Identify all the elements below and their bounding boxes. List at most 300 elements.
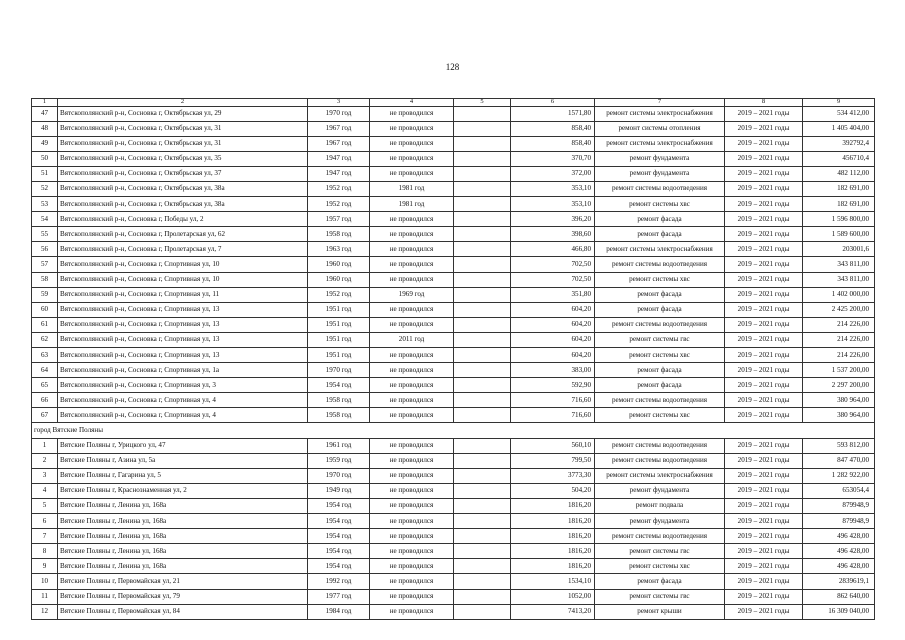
column-number: 8	[725, 99, 803, 107]
build-year-cell: 1967 год	[308, 121, 370, 136]
col5-cell	[454, 529, 511, 544]
cost-cell: 1 402 000,00	[803, 287, 875, 302]
build-year-cell: 1959 год	[308, 453, 370, 468]
table-row	[32, 453, 875, 468]
address-cell: Вятскополянский р-н, Сосновка г, Спортивная ул, 3	[58, 378, 308, 393]
work-type-cell: ремонт фасада	[595, 378, 725, 393]
work-type-cell: ремонт системы водоотведения	[595, 438, 725, 453]
col5-cell	[454, 393, 511, 408]
build-year-cell: 1952 год	[308, 287, 370, 302]
col5-cell	[454, 317, 511, 332]
area-cell: 383,00	[511, 363, 595, 378]
work-type-cell: ремонт системы водоотведения	[595, 257, 725, 272]
last-repair-cell: не проводился	[370, 257, 454, 272]
area-cell: 396,20	[511, 212, 595, 227]
col5-cell	[454, 106, 511, 121]
table-row	[32, 212, 875, 227]
period-cell: 2019 – 2021 годы	[725, 559, 803, 574]
build-year-cell: 1952 год	[308, 181, 370, 196]
col5-cell	[454, 257, 511, 272]
table-row	[32, 302, 875, 317]
cost-cell: 862 640,00	[803, 589, 875, 604]
address-cell: Вятские Поляны г, Ленина ул, 168а	[58, 529, 308, 544]
build-year-cell: 1951 год	[308, 317, 370, 332]
period-cell: 2019 – 2021 годы	[725, 227, 803, 242]
last-repair-cell: не проводился	[370, 589, 454, 604]
column-number: 2	[58, 99, 308, 107]
column-number: 1	[32, 99, 58, 107]
row-number: 5	[32, 498, 58, 513]
area-cell: 466,80	[511, 242, 595, 257]
area-cell: 504,20	[511, 483, 595, 498]
table-row	[32, 529, 875, 544]
work-type-cell: ремонт системы гвс	[595, 589, 725, 604]
cost-cell: 496 428,00	[803, 544, 875, 559]
build-year-cell: 1954 год	[308, 498, 370, 513]
period-cell: 2019 – 2021 годы	[725, 106, 803, 121]
period-cell: 2019 – 2021 годы	[725, 136, 803, 151]
row-number: 51	[32, 166, 58, 181]
row-number: 10	[32, 574, 58, 589]
work-type-cell: ремонт фундамента	[595, 483, 725, 498]
row-number: 65	[32, 378, 58, 393]
cost-cell: 1 405 404,00	[803, 121, 875, 136]
build-year-cell: 1961 год	[308, 438, 370, 453]
col5-cell	[454, 604, 511, 619]
column-number: 9	[803, 99, 875, 107]
work-type-cell: ремонт фундамента	[595, 166, 725, 181]
last-repair-cell: не проводился	[370, 242, 454, 257]
area-cell: 370,70	[511, 151, 595, 166]
last-repair-cell: не проводился	[370, 227, 454, 242]
address-cell: Вятскополянский р-н, Сосновка г, Спортивная ул, 4	[58, 393, 308, 408]
work-type-cell: ремонт системы гвс	[595, 332, 725, 347]
address-cell: Вятскополянский р-н, Сосновка г, Спортивная ул, 4	[58, 408, 308, 423]
row-number: 4	[32, 483, 58, 498]
work-type-cell: ремонт крыши	[595, 604, 725, 619]
last-repair-cell: 1969 год	[370, 287, 454, 302]
area-cell: 398,60	[511, 227, 595, 242]
period-cell: 2019 – 2021 годы	[725, 197, 803, 212]
col5-cell	[454, 378, 511, 393]
table-row	[32, 363, 875, 378]
table-row	[32, 227, 875, 242]
build-year-cell: 1963 год	[308, 242, 370, 257]
section-title: город Вятские Поляны	[32, 423, 875, 438]
build-year-cell: 1954 год	[308, 529, 370, 544]
address-cell: Вятскополянский р-н, Сосновка г, Октябрьская ул, 38а	[58, 181, 308, 196]
area-cell: 592,90	[511, 378, 595, 393]
last-repair-cell: не проводился	[370, 438, 454, 453]
period-cell: 2019 – 2021 годы	[725, 317, 803, 332]
work-type-cell: ремонт подвала	[595, 498, 725, 513]
cost-cell: 1 589 600,00	[803, 227, 875, 242]
column-number: 7	[595, 99, 725, 107]
table-row	[32, 378, 875, 393]
cost-cell: 2 425 200,00	[803, 302, 875, 317]
col5-cell	[454, 498, 511, 513]
cost-cell: 214 226,00	[803, 332, 875, 347]
address-cell: Вятские Поляны г, Первомайская ул, 84	[58, 604, 308, 619]
area-cell: 1534,10	[511, 574, 595, 589]
period-cell: 2019 – 2021 годы	[725, 212, 803, 227]
table-row	[32, 483, 875, 498]
address-cell: Вятскополянский р-н, Сосновка г, Пролетарская ул, 7	[58, 242, 308, 257]
work-type-cell: ремонт системы электроснабжения	[595, 468, 725, 483]
area-cell: 858,40	[511, 136, 595, 151]
build-year-cell: 1954 год	[308, 514, 370, 529]
address-cell: Вятскополянский р-н, Сосновка г, Спортивная ул, 11	[58, 287, 308, 302]
period-cell: 2019 – 2021 годы	[725, 453, 803, 468]
build-year-cell: 1951 год	[308, 348, 370, 363]
row-number: 52	[32, 181, 58, 196]
address-cell: Вятские Поляны г, Ленина ул, 168а	[58, 559, 308, 574]
work-type-cell: ремонт системы отопления	[595, 121, 725, 136]
col5-cell	[454, 302, 511, 317]
row-number: 9	[32, 559, 58, 574]
col5-cell	[454, 332, 511, 347]
period-cell: 2019 – 2021 годы	[725, 483, 803, 498]
address-cell: Вятскополянский р-н, Сосновка г, Спортивная ул, 13	[58, 348, 308, 363]
column-number: 6	[511, 99, 595, 107]
period-cell: 2019 – 2021 годы	[725, 181, 803, 196]
col5-cell	[454, 453, 511, 468]
col5-cell	[454, 287, 511, 302]
column-number: 3	[308, 99, 370, 107]
work-type-cell: ремонт фундамента	[595, 151, 725, 166]
col5-cell	[454, 438, 511, 453]
cost-cell: 182 691,00	[803, 197, 875, 212]
table-row	[32, 544, 875, 559]
last-repair-cell: не проводился	[370, 498, 454, 513]
last-repair-cell: не проводился	[370, 151, 454, 166]
table-row	[32, 332, 875, 347]
row-number: 7	[32, 529, 58, 544]
build-year-cell: 1970 год	[308, 363, 370, 378]
col5-cell	[454, 121, 511, 136]
row-number: 58	[32, 272, 58, 287]
area-cell: 351,80	[511, 287, 595, 302]
cost-cell: 182 691,00	[803, 181, 875, 196]
table-row	[32, 287, 875, 302]
table-row	[32, 151, 875, 166]
cost-cell: 456710,4	[803, 151, 875, 166]
area-cell: 702,50	[511, 272, 595, 287]
table-row	[32, 559, 875, 574]
build-year-cell: 1954 год	[308, 559, 370, 574]
row-number: 57	[32, 257, 58, 272]
column-number-row	[32, 99, 875, 107]
build-year-cell: 1958 год	[308, 227, 370, 242]
row-number: 48	[32, 121, 58, 136]
work-type-cell: ремонт фасада	[595, 302, 725, 317]
address-cell: Вятскополянский р-н, Сосновка г, Спортивная ул, 10	[58, 257, 308, 272]
work-type-cell: ремонт системы электроснабжения	[595, 106, 725, 121]
row-number: 6	[32, 514, 58, 529]
page-number: 128	[445, 62, 460, 72]
row-number: 49	[32, 136, 58, 151]
col5-cell	[454, 166, 511, 181]
last-repair-cell: не проводился	[370, 166, 454, 181]
area-cell: 1052,00	[511, 589, 595, 604]
register-table	[31, 98, 875, 620]
col5-cell	[454, 589, 511, 604]
section-row	[32, 423, 875, 438]
row-number: 64	[32, 363, 58, 378]
area-cell: 858,40	[511, 121, 595, 136]
col5-cell	[454, 348, 511, 363]
col5-cell	[454, 227, 511, 242]
cost-cell: 593 812,00	[803, 438, 875, 453]
row-number: 61	[32, 317, 58, 332]
work-type-cell: ремонт системы хвс	[595, 559, 725, 574]
table-row	[32, 272, 875, 287]
area-cell: 604,20	[511, 348, 595, 363]
table-row	[32, 408, 875, 423]
work-type-cell: ремонт фундамента	[595, 514, 725, 529]
address-cell: Вятскополянский р-н, Сосновка г, Октябрьская ул, 29	[58, 106, 308, 121]
work-type-cell: ремонт фасада	[595, 287, 725, 302]
last-repair-cell: не проводился	[370, 363, 454, 378]
build-year-cell: 1977 год	[308, 589, 370, 604]
build-year-cell: 1984 год	[308, 604, 370, 619]
table-row	[32, 514, 875, 529]
build-year-cell: 1947 год	[308, 166, 370, 181]
row-number: 54	[32, 212, 58, 227]
cost-cell: 1 537 200,00	[803, 363, 875, 378]
work-type-cell: ремонт системы хвс	[595, 272, 725, 287]
period-cell: 2019 – 2021 годы	[725, 393, 803, 408]
last-repair-cell: не проводился	[370, 136, 454, 151]
last-repair-cell: не проводился	[370, 604, 454, 619]
table-row	[32, 468, 875, 483]
cost-cell: 879948,9	[803, 498, 875, 513]
area-cell: 716,60	[511, 408, 595, 423]
build-year-cell: 1967 год	[308, 136, 370, 151]
build-year-cell: 1957 год	[308, 212, 370, 227]
work-type-cell: ремонт системы водоотведения	[595, 393, 725, 408]
last-repair-cell: не проводился	[370, 302, 454, 317]
cost-cell: 343 811,00	[803, 257, 875, 272]
work-type-cell: ремонт системы гвс	[595, 544, 725, 559]
cost-cell: 496 428,00	[803, 559, 875, 574]
last-repair-cell: не проводился	[370, 348, 454, 363]
address-cell: Вятскополянский р-н, Сосновка г, Октябрьская ул, 37	[58, 166, 308, 181]
build-year-cell: 1960 год	[308, 257, 370, 272]
area-cell: 560,10	[511, 438, 595, 453]
table-row	[32, 121, 875, 136]
period-cell: 2019 – 2021 годы	[725, 151, 803, 166]
table-row	[32, 348, 875, 363]
col5-cell	[454, 197, 511, 212]
build-year-cell: 1949 год	[308, 483, 370, 498]
table-row	[32, 604, 875, 619]
table-row	[32, 136, 875, 151]
row-number: 8	[32, 544, 58, 559]
col5-cell	[454, 181, 511, 196]
address-cell: Вятские Поляны г, Гагарина ул, 5	[58, 468, 308, 483]
col5-cell	[454, 151, 511, 166]
area-cell: 1816,20	[511, 544, 595, 559]
work-type-cell: ремонт системы водоотведения	[595, 181, 725, 196]
address-cell: Вятскополянский р-н, Сосновка г, Спортивная ул, 13	[58, 302, 308, 317]
period-cell: 2019 – 2021 годы	[725, 287, 803, 302]
row-number: 50	[32, 151, 58, 166]
column-number: 4	[370, 99, 454, 107]
period-cell: 2019 – 2021 годы	[725, 378, 803, 393]
address-cell: Вятские Поляны г, Краснознаменная ул, 2	[58, 483, 308, 498]
build-year-cell: 1952 год	[308, 197, 370, 212]
period-cell: 2019 – 2021 годы	[725, 242, 803, 257]
last-repair-cell: не проводился	[370, 121, 454, 136]
row-number: 2	[32, 453, 58, 468]
build-year-cell: 1958 год	[308, 408, 370, 423]
work-type-cell: ремонт фасада	[595, 227, 725, 242]
cost-cell: 214 226,00	[803, 317, 875, 332]
last-repair-cell: не проводился	[370, 453, 454, 468]
table-row	[32, 498, 875, 513]
row-number: 12	[32, 604, 58, 619]
address-cell: Вятскополянский р-н, Сосновка г, Пролетарская ул, 62	[58, 227, 308, 242]
last-repair-cell: 2011 год	[370, 332, 454, 347]
cost-cell: 534 412,00	[803, 106, 875, 121]
table-row	[32, 393, 875, 408]
address-cell: Вятскополянский р-н, Сосновка г, Октябрьская ул, 31	[58, 121, 308, 136]
build-year-cell: 1954 год	[308, 544, 370, 559]
area-cell: 1816,20	[511, 514, 595, 529]
last-repair-cell: не проводился	[370, 483, 454, 498]
build-year-cell: 1970 год	[308, 106, 370, 121]
period-cell: 2019 – 2021 годы	[725, 468, 803, 483]
address-cell: Вятские Поляны г, Урицкого ул, 47	[58, 438, 308, 453]
work-type-cell: ремонт системы электроснабжения	[595, 242, 725, 257]
area-cell: 3773,30	[511, 468, 595, 483]
address-cell: Вятскополянский р-н, Сосновка г, Октябрьская ул, 38а	[58, 197, 308, 212]
build-year-cell: 1958 год	[308, 393, 370, 408]
row-number: 62	[32, 332, 58, 347]
row-number: 55	[32, 227, 58, 242]
address-cell: Вятские Поляны г, Ленина ул, 168а	[58, 498, 308, 513]
work-type-cell: ремонт системы хвс	[595, 197, 725, 212]
cost-cell: 392792,4	[803, 136, 875, 151]
col5-cell	[454, 272, 511, 287]
last-repair-cell: не проводился	[370, 408, 454, 423]
period-cell: 2019 – 2021 годы	[725, 166, 803, 181]
build-year-cell: 1947 год	[308, 151, 370, 166]
work-type-cell: ремонт системы хвс	[595, 348, 725, 363]
work-type-cell: ремонт системы водоотведения	[595, 317, 725, 332]
column-number: 5	[454, 99, 511, 107]
work-type-cell: ремонт системы электроснабжения	[595, 136, 725, 151]
col5-cell	[454, 574, 511, 589]
row-number: 47	[32, 106, 58, 121]
col5-cell	[454, 544, 511, 559]
col5-cell	[454, 242, 511, 257]
last-repair-cell: не проводился	[370, 106, 454, 121]
area-cell: 716,60	[511, 393, 595, 408]
last-repair-cell: не проводился	[370, 468, 454, 483]
table-row	[32, 242, 875, 257]
period-cell: 2019 – 2021 годы	[725, 589, 803, 604]
address-cell: Вятские Поляны г, Первомайская ул, 21	[58, 574, 308, 589]
address-cell: Вятскополянский р-н, Сосновка г, Октябрьская ул, 31	[58, 136, 308, 151]
work-type-cell: ремонт фасада	[595, 574, 725, 589]
period-cell: 2019 – 2021 годы	[725, 438, 803, 453]
table-row	[32, 197, 875, 212]
area-cell: 1571,80	[511, 106, 595, 121]
col5-cell	[454, 559, 511, 574]
period-cell: 2019 – 2021 годы	[725, 121, 803, 136]
last-repair-cell: не проводился	[370, 559, 454, 574]
table-row	[32, 574, 875, 589]
cost-cell: 879948,9	[803, 514, 875, 529]
last-repair-cell: 1981 год	[370, 181, 454, 196]
table-row	[32, 181, 875, 196]
row-number: 3	[32, 468, 58, 483]
row-number: 59	[32, 287, 58, 302]
address-cell: Вятскополянский р-н, Сосновка г, Спортивная ул, 13	[58, 317, 308, 332]
col5-cell	[454, 408, 511, 423]
address-cell: Вятские Поляны г, Ленина ул, 168а	[58, 544, 308, 559]
last-repair-cell: не проводился	[370, 393, 454, 408]
row-number: 56	[32, 242, 58, 257]
cost-cell: 203001,6	[803, 242, 875, 257]
cost-cell: 1 282 922,00	[803, 468, 875, 483]
last-repair-cell: не проводился	[370, 317, 454, 332]
row-number: 53	[32, 197, 58, 212]
area-cell: 353,10	[511, 181, 595, 196]
last-repair-cell: не проводился	[370, 574, 454, 589]
area-cell: 1816,20	[511, 498, 595, 513]
build-year-cell: 1951 год	[308, 332, 370, 347]
col5-cell	[454, 212, 511, 227]
build-year-cell: 1951 год	[308, 302, 370, 317]
last-repair-cell: не проводился	[370, 378, 454, 393]
table-row	[32, 438, 875, 453]
cost-cell: 380 964,00	[803, 393, 875, 408]
row-number: 66	[32, 393, 58, 408]
row-number: 11	[32, 589, 58, 604]
period-cell: 2019 – 2021 годы	[725, 332, 803, 347]
address-cell: Вятскополянский р-н, Сосновка г, Спортивная ул, 10	[58, 272, 308, 287]
cost-cell: 653054,4	[803, 483, 875, 498]
cost-cell: 343 811,00	[803, 272, 875, 287]
col5-cell	[454, 363, 511, 378]
area-cell: 7413,20	[511, 604, 595, 619]
cost-cell: 2839619,1	[803, 574, 875, 589]
table-row	[32, 589, 875, 604]
period-cell: 2019 – 2021 годы	[725, 574, 803, 589]
area-cell: 1816,20	[511, 529, 595, 544]
row-number: 1	[32, 438, 58, 453]
address-cell: Вятские Поляны г, Первомайская ул, 79	[58, 589, 308, 604]
cost-cell: 2 297 200,00	[803, 378, 875, 393]
area-cell: 604,20	[511, 302, 595, 317]
table-row	[32, 106, 875, 121]
area-cell: 372,00	[511, 166, 595, 181]
cost-cell: 496 428,00	[803, 529, 875, 544]
area-cell: 604,20	[511, 317, 595, 332]
col5-cell	[454, 136, 511, 151]
table-row	[32, 166, 875, 181]
area-cell: 353,10	[511, 197, 595, 212]
work-type-cell: ремонт системы водоотведения	[595, 529, 725, 544]
work-type-cell: ремонт фасада	[595, 212, 725, 227]
cost-cell: 482 112,00	[803, 166, 875, 181]
col5-cell	[454, 514, 511, 529]
period-cell: 2019 – 2021 годы	[725, 272, 803, 287]
cost-cell: 214 226,00	[803, 348, 875, 363]
